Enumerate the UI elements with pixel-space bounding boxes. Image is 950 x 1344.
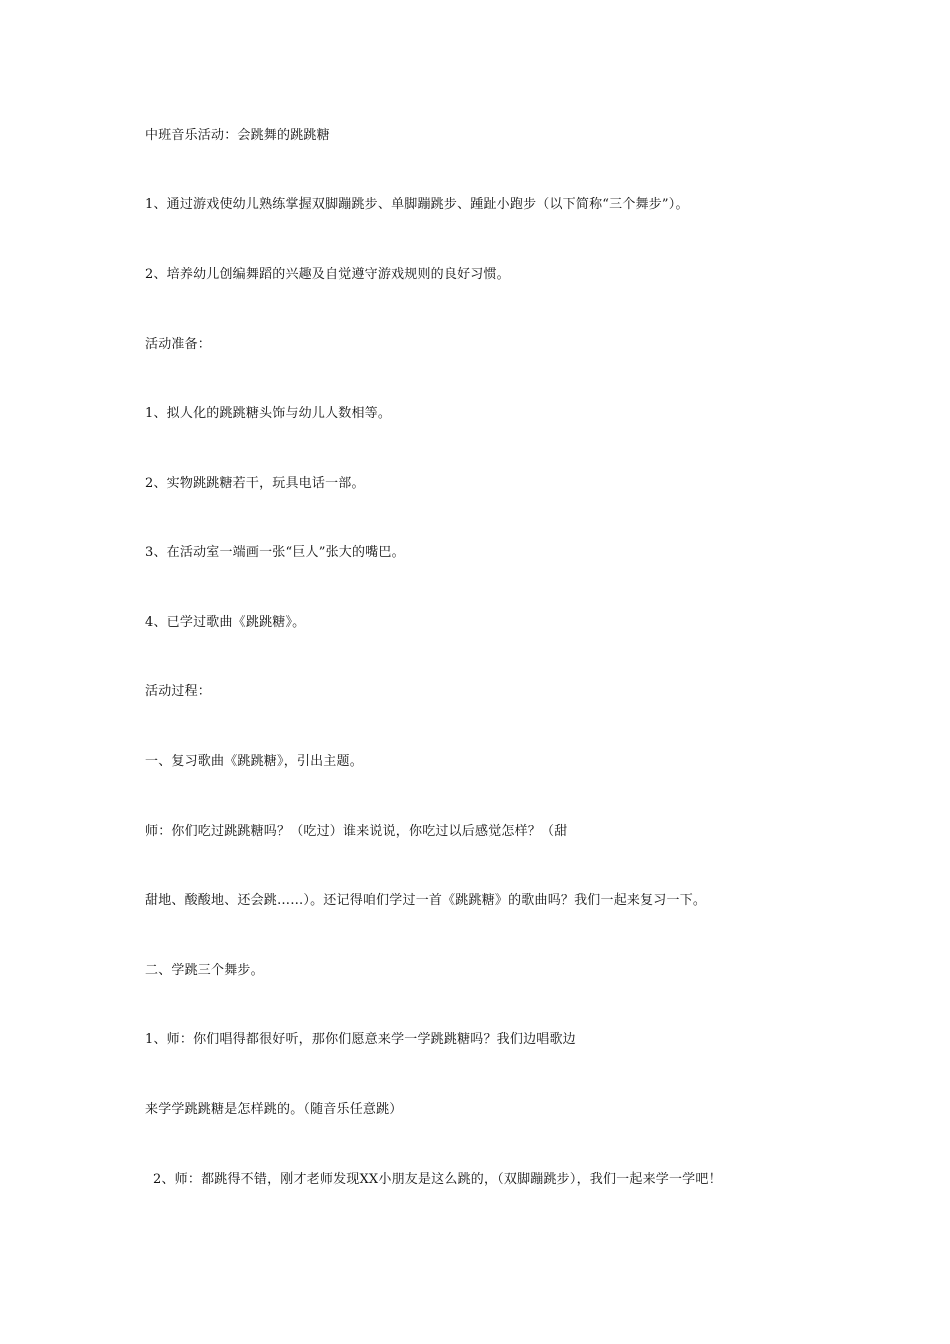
document-title: 中班音乐活动：会跳舞的跳跳糖 xyxy=(145,128,330,143)
process-step-1-heading: 一、复习歌曲《跳跳糖》，引出主题。 xyxy=(145,754,363,769)
paragraph-line: 甜地、酸酸地、还会跳……）。还记得咱们学过一首《跳跳糖》的歌曲吗？我们一起来复习一下。 xyxy=(145,893,707,908)
preparation-item-3: 3、在活动室一端画一张“巨人”张大的嘴巴。 xyxy=(145,545,405,560)
process-step-2-heading: 二、学跳三个舞步。 xyxy=(145,963,264,978)
paragraph-line: 2、师：都跳得不错，刚才老师发现XX小朋友是这么跳的，（双脚蹦跳步），我们一起来学一学吧！ xyxy=(153,1172,722,1187)
goal-item-1: 1、通过游戏使幼儿熟练掌握双脚蹦跳步、单脚蹦跳步、踵趾小跑步（以下简称“三个舞步”）。 xyxy=(145,197,689,212)
goal-item-2: 2、培养幼儿创编舞蹈的兴趣及自觉遵守游戏规则的良好习惯。 xyxy=(145,267,510,282)
paragraph-line: 1、师：你们唱得都很好听，那你们愿意来学一学跳跳糖吗？我们边唱歌边 xyxy=(145,1032,576,1047)
preparation-item-2: 2、实物跳跳糖若干，玩具电话一部。 xyxy=(145,476,365,491)
paragraph-line: 来学学跳跳糖是怎样跳的。（随音乐任意跳） xyxy=(145,1102,403,1117)
section-heading-preparation: 活动准备： xyxy=(145,337,212,352)
section-heading-process: 活动过程： xyxy=(145,684,212,699)
paragraph-line: 师：你们吃过跳跳糖吗？（吃过）谁来说说，你吃过以后感觉怎样？（甜 xyxy=(145,824,568,839)
preparation-item-4: 4、已学过歌曲《跳跳糖》。 xyxy=(145,615,306,630)
preparation-item-1: 1、拟人化的跳跳糖头饰与幼儿人数相等。 xyxy=(145,406,392,421)
